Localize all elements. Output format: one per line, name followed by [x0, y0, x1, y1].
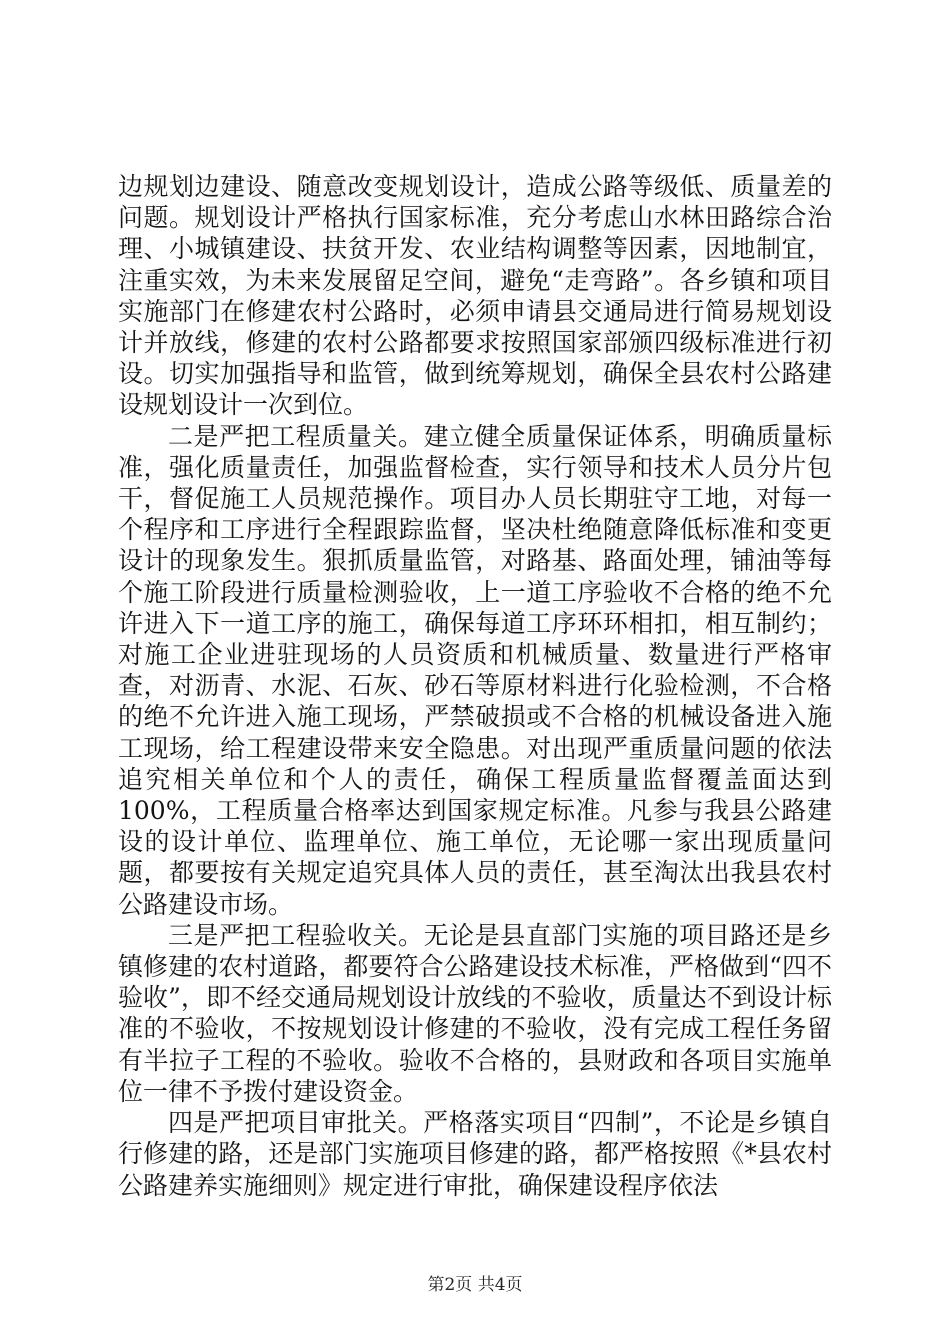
- page-number-footer: 第2页 共4页: [427, 1275, 523, 1295]
- paragraph-quality-control: 二是严把工程质量关。建立健全质量保证体系，明确质量标准，强化质量责任，加强监督检查，实行领导和技术人员分片包干，督促施工人员规范操作。项目办人员长期驻守工地，对每一个程序和工序进行全程跟踪监督，坚决杜绝随意降低标准和变更设计的现象发生。狠抓质量监管，对路基、路面处理，铺油等每个施工阶段进行质量检测验收，上一道工序验收不合格的绝不允许进入下一道工序的施工，确保每道工序环环相扣，相互制约；对施工企业进驻现场的人员资质和机械质量、数量进行严格审查，对沥青、水泥、石灰、砂石等原材料进行化验检测，不合格的绝不允许进入施工现场，严禁破损或不合格的机械设备进入施工现场，给工程建设带来安全隐患。对出现严重质量问题的依法追究相关单位和个人的责任，确保工程质量监督覆盖面达到100%，工程质量合格率达到国家规定标准。凡参与我县公路建设的设计单位、监理单位、施工单位，无论哪一家出现质量问题，都要按有关规定追究具体人员的责任，甚至淘汰出我县农村公路建设市场。: [118, 421, 832, 919]
- paragraph-acceptance-control: 三是严把工程验收关。无论是县直部门实施的项目路还是乡镇修建的农村道路，都要符合公路建设技术标准，严格做到“四不验收”，即不经交通局规划设计放线的不验收，质量达不到设计标准的不验收，不按规划设计修建的不验收，没有完成工程任务留有半拉子工程的不验收。验收不合格的，县财政和各项目实施单位一律不予拨付建设资金。: [118, 920, 832, 1106]
- paragraph-planning-continued: 边规划边建设、随意改变规划设计，造成公路等级低、质量差的问题。规划设计严格执行国家标准，充分考虑山水林田路综合治理、小城镇建设、扶贫开发、农业结构调整等因素，因地制宜，注重实效，为未来发展留足空间，避免“走弯路”。各乡镇和项目实施部门在修建农村公路时，必须申请县交通局进行简易规划设计并放线，修建的农村公路都要求按照国家部颁四级标准进行初设。切实加强指导和监管，做到统筹规划，确保全县农村公路建设规划设计一次到位。: [118, 172, 832, 420]
- document-body: [118, 171, 832, 1201]
- paragraph-approval-control: 四是严把项目审批关。严格落实项目“四制”，不论是乡镇自行修建的路，还是部门实施项目修建的路，都严格按照《*县农村公路建养实施细则》规定进行审批，确保建设程序依法: [118, 1108, 832, 1200]
